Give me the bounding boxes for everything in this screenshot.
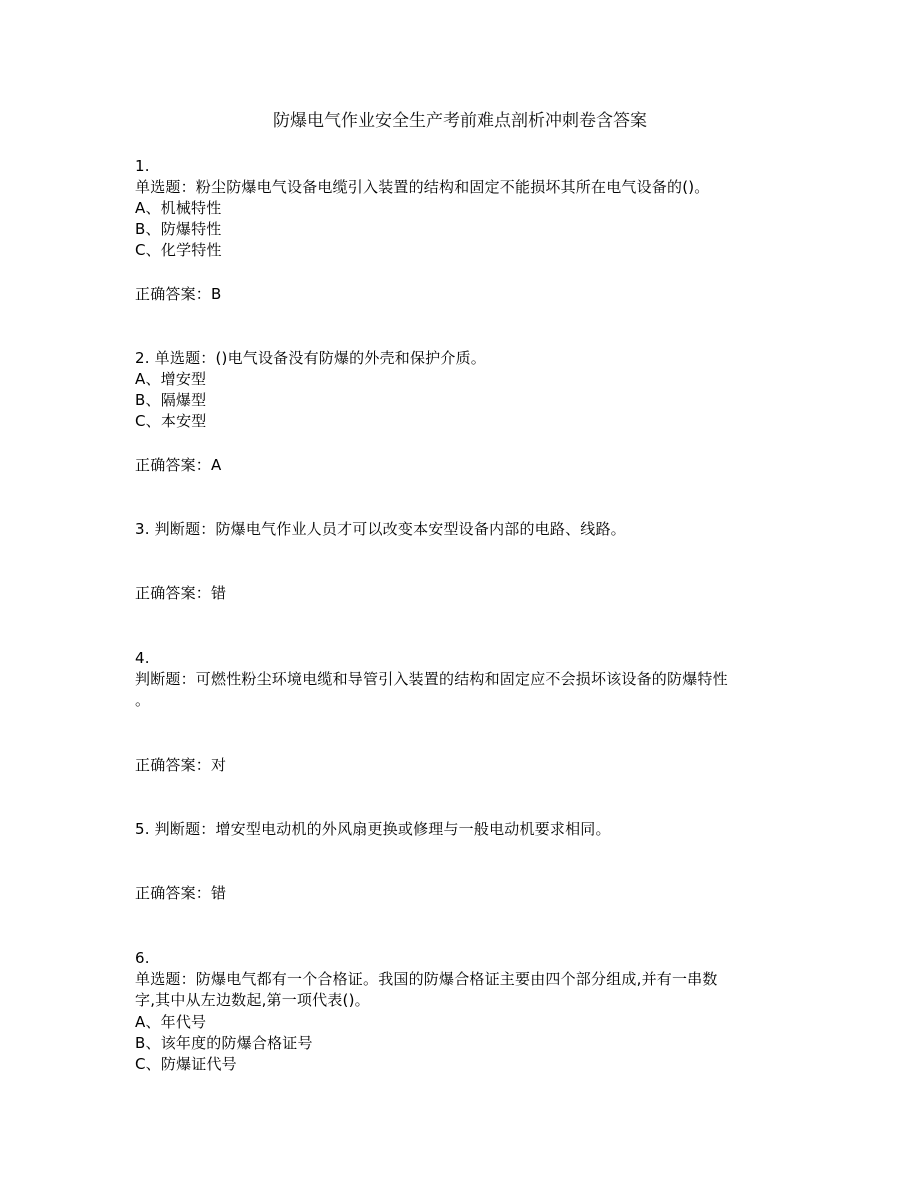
question-stem: 单选题：粉尘防爆电气设备电缆引入装置的结构和固定不能损坏其所在电气设备的()。 (135, 178, 710, 196)
option-b: B、防爆特性 (135, 220, 222, 238)
question-stem-line-2: 。 (135, 691, 151, 709)
option-a: A、增安型 (135, 370, 207, 388)
question-stem-line-1: 单选题：防爆电气都有一个合格证。我国的防爆合格证主要由四个部分组成,并有一串数 (135, 970, 718, 988)
document-title: 防爆电气作业安全生产考前难点剖析冲刺卷含答案 (273, 111, 647, 131)
correct-answer: 正确答案：错 (135, 884, 227, 902)
question-stem-line-1: 判断题：可燃性粉尘环境电缆和导管引入装置的结构和固定应不会损坏该设备的防爆特性 (135, 670, 728, 688)
question-stem: 3. 判断题：防爆电气作业人员才可以改变本安型设备内部的电路、线路。 (135, 520, 626, 538)
option-c: C、化学特性 (135, 241, 222, 259)
correct-answer: 正确答案：B (135, 285, 222, 303)
option-b: B、该年度的防爆合格证号 (135, 1034, 313, 1052)
question-stem: 2. 单选题：()电气设备没有防爆的外壳和保护介质。 (135, 349, 486, 367)
option-c: C、防爆证代号 (135, 1055, 237, 1073)
correct-answer: 正确答案：A (135, 456, 222, 474)
correct-answer: 正确答案：对 (135, 756, 227, 774)
option-a: A、机械特性 (135, 199, 222, 217)
question-stem: 5. 判断题：增安型电动机的外风扇更换或修理与一般电动机要求相同。 (135, 820, 611, 838)
question-number: 1. (135, 157, 150, 175)
correct-answer: 正确答案：错 (135, 584, 227, 602)
question-number: 6. (135, 949, 150, 967)
question-stem-line-2: 字,其中从左边数起,第一项代表()。 (135, 991, 370, 1009)
option-a: A、年代号 (135, 1013, 207, 1031)
option-c: C、本安型 (135, 412, 207, 430)
option-b: B、隔爆型 (135, 391, 207, 409)
question-number: 4. (135, 649, 150, 667)
